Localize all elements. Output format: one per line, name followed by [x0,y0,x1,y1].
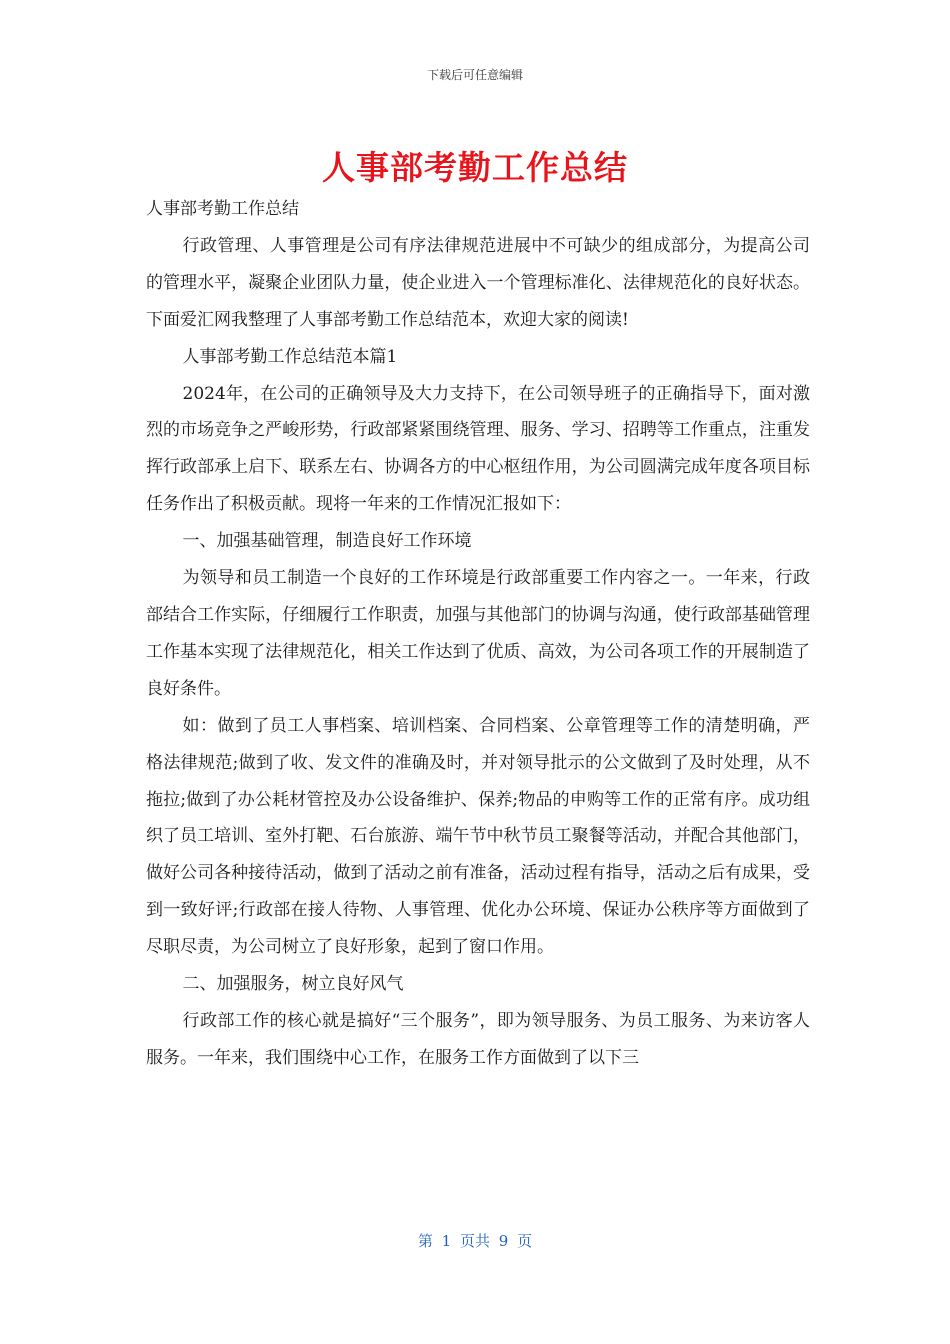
paragraph: 二、加强服务，树立良好风气 [182,974,404,995]
paragraph: 行政管理、人事管理是公司有序法律规范进展中不可缺少的组成部分，为提高公司的管理水平，凝聚企业团队力量，使企业进入一个管理标准化、法律规范化的良好状态。下面爱汇网我整理了人事部考勤工作总结范本，欢迎大家的阅读! [146,235,810,330]
paragraph: 行政部工作的核心就是搞好“三个服务”，即为领导服务、为员工服务、为来访客人服务。一年来，我们围绕中心工作，在服务工作方面做到了以下三 [146,1010,810,1068]
paragraph: 2024年，在公司的正确领导及大力支持下，在公司领导班子的正确指导下，面对激烈的市场竞争之严峻形势，行政部紧紧围绕管理、服务、学习、招聘等工作重点，注重发挥行政部承上启下、联系左右、协调各方的中心枢纽作用，为公司圆满完成年度各项目标任务作出了积极贡献。现将一年来的工作情况汇报如下： [146,383,810,515]
page-suffix: 页 [517,1232,533,1250]
paragraph: 为领导和员工制造一个良好的工作环境是行政部重要工作内容之一。一年来，行政部结合工作实际，仔细履行工作职责，加强与其他部门的协调与沟通，使行政部基础管理工作基本实现了法律规范化，相关工作达到了优质、高效，为公司各项工作的开展制造了良好条件。 [146,568,810,699]
page-current: 1 [441,1232,452,1250]
page-label: 第 [417,1232,433,1250]
paragraph: 人事部考勤工作总结 [146,199,299,219]
page-footer [0,1230,950,1251]
page-mid: 页共 [459,1232,490,1250]
document-title: 人事部考勤工作总结 [322,148,628,187]
header-note: 下载后可任意编辑 [426,68,523,82]
paragraph: 人事部考勤工作总结范本篇1 [182,346,398,367]
page-total: 9 [498,1232,509,1250]
paragraph: 一、加强基础管理，制造良好工作环境 [182,531,472,552]
document-body [146,191,810,1077]
paragraph: 如：做到了员工人事档案、培训档案、合同档案、公章管理等工作的清楚明确，严格法律规范;做到了收、发文件的准确及时，并对领导批示的公文做到了及时处理，从不拖拉;做到了办公耗材管控及办公设备维护、保养;物品的申购等工作的正常有序。成功组织了员工培训、室外打靶、石台旅游、端午节中秋节员工聚餐等活动，并配合其他部门，做好公司各种接待活动，做到了活动之前有准备，活动过程有指导，活动之后有成果，受到一致好评;行政部在接人待物、人事管理、优化办公环境、保证办公秩序等方面做到了尽职尽责，为公司树立了良好形象，起到了窗口作用。 [146,715,810,958]
